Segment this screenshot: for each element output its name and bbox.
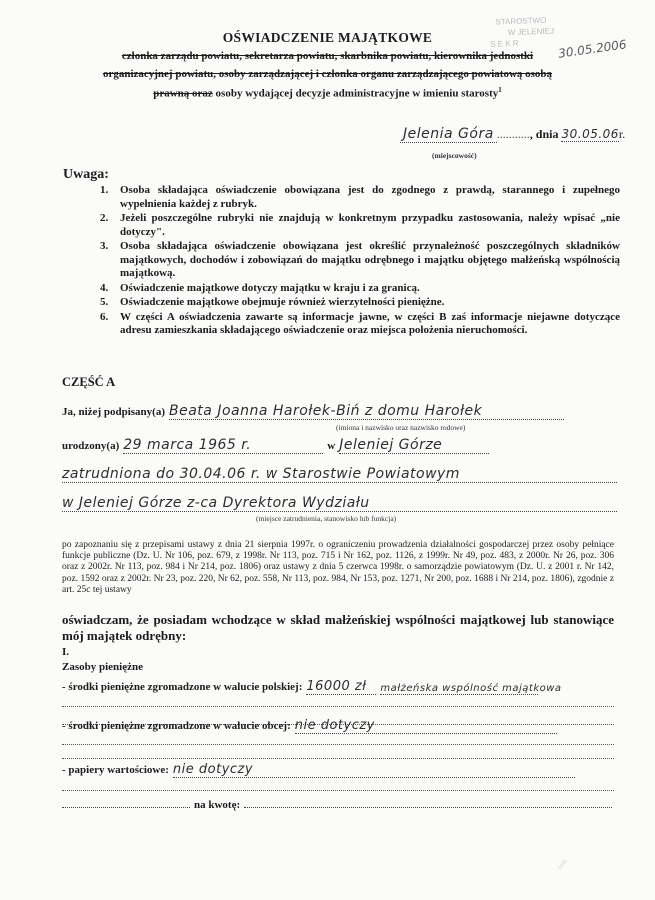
uwaga-num: 5. — [100, 296, 109, 308]
uwaga-list — [100, 184, 620, 339]
urodzony-row — [62, 436, 622, 454]
header-line-3 — [0, 86, 655, 100]
section-i-roman: I. — [62, 646, 70, 658]
employment-line-1 — [62, 465, 617, 483]
dotted-line — [62, 790, 614, 791]
place-date-line — [400, 126, 625, 142]
securities-label: - papiery wartościowe: — [62, 764, 169, 776]
urodzony-place: Jeleniej Górze — [339, 437, 489, 454]
uwaga-num: 1. — [100, 184, 109, 196]
czesc-a-heading: CZĘŚĆ A — [62, 375, 116, 389]
foreign-value: nie dotyczy — [295, 718, 557, 734]
pln-label: - środki pieniężne zgromadzone w walucie polskiej: — [62, 681, 303, 693]
stamp-date: 30.05.2006 — [557, 37, 628, 61]
pln-note: małżeńska wspólność majątkowa — [380, 683, 562, 694]
uwaga-text: Oświadczenie majątkowe obejmuje również wierzytelności pieniężne. — [120, 296, 445, 308]
uwaga-text: Osoba składająca oświadczenie obowiązana jest do zgodnego z prawdą, starannego i zupełnego wypełnienia każdej z rubryk. — [120, 184, 620, 210]
year-suffix: r. — [618, 127, 626, 141]
place-value: Jelenia Góra — [400, 126, 497, 143]
date-value: 30.05.06 — [561, 127, 619, 141]
foreign-row — [62, 716, 614, 734]
uwaga-heading: Uwaga: — [63, 167, 109, 182]
uwaga-num: 4. — [100, 281, 109, 294]
header-line-2-text: organizacyjnej powiatu, osoby zarządzającej i członka organu zarządzającego powiatową osobą — [102, 68, 553, 80]
foreign-label: - środki pieniężne zgromadzone w walucie obcej: — [62, 720, 291, 732]
urodzony-date: 29 marca 1965 r. — [123, 437, 323, 454]
ja-caption: (imiona i nazwisko oraz nazwisko rodowe) — [336, 423, 466, 432]
section-i-heading: Zasoby pieniężne — [62, 661, 143, 673]
ja-label: Ja, niżej podpisany(a) — [62, 406, 165, 418]
dotted-line — [62, 744, 614, 745]
uwaga-text: Jeżeli poszczególne rubryki nie znajdują w konkretnym przypadku zastosowania, należy wpisać „nie dotyczy". — [120, 212, 620, 238]
securities-row — [62, 760, 614, 778]
uwaga-text: W części A oświadczenia zawarte są informacje jawne, w części B zaś informacje niejawne dotyczące adresu zamieszkania składającego oświadczenie oraz miejsca położenia nieruchomości. — [120, 310, 620, 336]
uwaga-num: 2. — [100, 212, 109, 224]
footnote-mark: 1 — [498, 86, 502, 94]
pln-value: 16000 zł — [306, 679, 376, 695]
w-label: w — [327, 440, 336, 452]
ja-value: Beata Joanna Harołek-Biń z domu Harołek — [169, 403, 564, 420]
uwaga-item — [100, 311, 620, 338]
dotted-line — [62, 758, 614, 759]
kwota-value-line — [244, 807, 612, 808]
uwaga-item — [100, 296, 620, 310]
employment-value-1: zatrudniona do 30.04.06 r. w Starostwie Powiatowym — [62, 466, 617, 483]
kwota-dots — [62, 807, 190, 808]
uwaga-item — [100, 184, 620, 211]
place-dots: ........... — [496, 127, 530, 141]
dotted-line — [62, 706, 614, 707]
urodzony-label: urodzony(a) — [62, 440, 120, 452]
header-line-3-rest: osoby wydającej decyzje administracyjne w imieniu starosty — [215, 87, 499, 100]
scan-mark: ⁄⁄ — [560, 858, 565, 873]
header-line-3-struck: prawną oraz — [153, 87, 213, 100]
uwaga-num: 6. — [100, 310, 109, 323]
ja-row — [62, 402, 622, 420]
legal-paragraph: po zapoznaniu się z przepisami ustawy z dnia 21 sierpnia 1997r. o ograniczeniu prowadzenia działalności gospodarczej przez osoby pełniące funkcje publiczne (Dz. U. Nr 106, poz. 679, z 1998r. Nr 113, poz. 715 i Nr 162, poz. 1126, z 1999r. Nr 49, poz. 483, z 2000r. Nr 26, poz. 306 oraz z 2002r. Nr 113, poz. 984 i Nr 214, poz. 1806) oraz ustawy z dnia 5 czerwca 1998r. o samorządzie powiatowym (Dz. U. z 2001 r. Nr 142, poz. 1592 oraz z 2002r. Nr 23, poz. 220, Nr 62, poz. 558, Nr 113, poz. 984, Nr 153, poz. 1271, Nr 200, poz. 1688 i Nr 214, poz. 1806), zgodnie z art. 25c tej ustawy — [62, 540, 614, 595]
pln-row — [62, 677, 614, 695]
stamp-line-2: W JELENIEJ — [507, 26, 555, 38]
employment-value-2: w Jeleniej Górze z-ca Dyrektora Wydziału — [62, 495, 617, 512]
header-line-1 — [0, 50, 655, 62]
kwota-row — [62, 795, 614, 813]
kwota-label: na kwotę: — [194, 799, 241, 811]
header-line-2 — [0, 68, 655, 80]
employment-line-2 — [62, 494, 617, 512]
securities-value: nie dotyczy — [173, 762, 575, 778]
employment-caption: (miejsce zatrudnienia, stanowisko lub funkcja) — [256, 514, 397, 523]
stamp-line-3: S E K R — [490, 38, 519, 49]
uwaga-item — [100, 212, 620, 239]
stamp-line-1: STAROSTWO — [495, 15, 547, 27]
dnia-label: , dnia — [529, 127, 559, 141]
uwaga-item — [100, 240, 620, 281]
uwaga-item — [100, 282, 620, 296]
place-caption: (miejscowość) — [432, 151, 477, 160]
declaration-text: oświadczam, że posiadam wchodzące w skład małżeńskiej wspólności majątkowej lub stanowiące mój majątek odrębny: — [62, 612, 614, 643]
uwaga-text: Oświadczenie majątkowe dotyczy majątku w kraju i za granicą. — [120, 281, 420, 294]
document-title: OŚWIADCZENIE MAJĄTKOWE — [222, 30, 433, 45]
uwaga-text: Osoba składająca oświadczenie obowiązana jest określić przynależność poszczególnych składników majątkowych, dochodów i zobowiązań do majątku odrębnego i majątku objętego małżeńską wspólnością majątkową. — [120, 240, 620, 279]
uwaga-num: 3. — [100, 240, 109, 252]
header-line-1-text: członka zarządu powiatu, sekretarza powiatu, skarbnika powiatu, kierownika jednostki — [121, 50, 534, 62]
